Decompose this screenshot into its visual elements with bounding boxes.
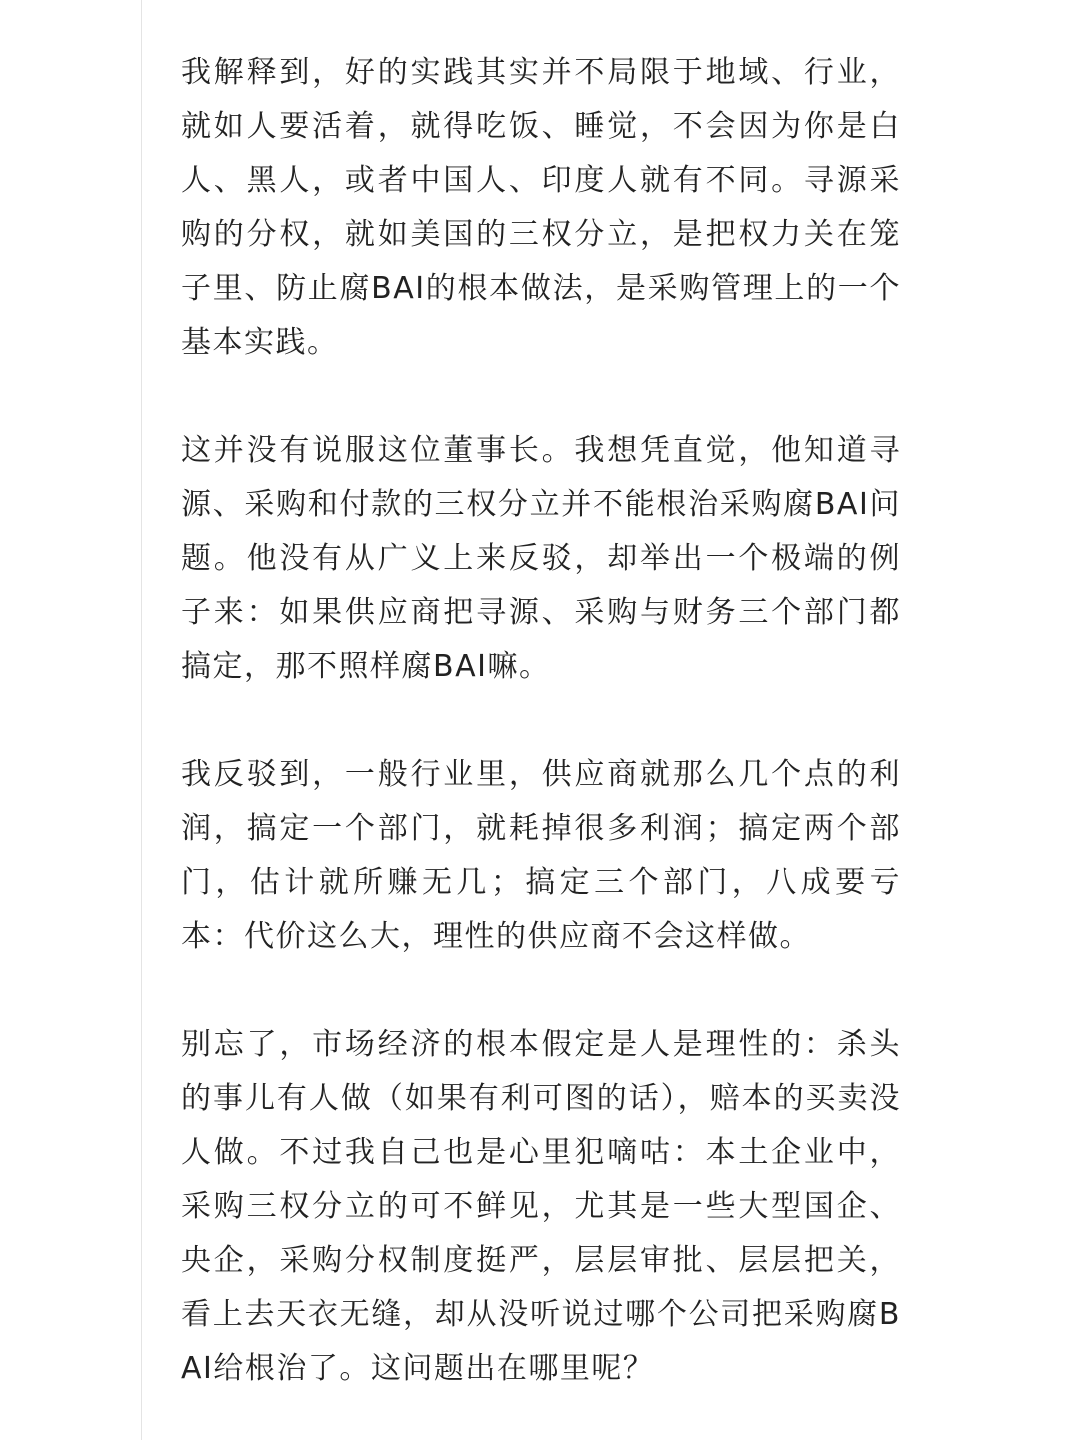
paragraph-1: 我解释到，好的实践其实并不局限于地域、行业，就如人要活着，就得吃饭、睡觉，不会因为你是白人、黑人，或者中国人、印度人就有不同。寻源采购的分权，就如美国的三权分立，是把权力关在笼子里、防止腐BAI的根本做法，是采购管理上的一个基本实践。 <box>181 55 901 360</box>
paragraph-2: 这并没有说服这位董事长。我想凭直觉，他知道寻源、采购和付款的三权分立并不能根治采购腐BAI问题。他没有从广义上来反驳，却举出一个极端的例子来：如果供应商把寻源、采购与财务三个部门都搞定，那不照样腐BAI嘛。 <box>181 433 901 684</box>
paragraph-3: 我反驳到，一般行业里，供应商就那么几个点的利润，搞定一个部门，就耗掉很多利润；搞定两个部门，估计就所赚无几；搞定三个部门，八成要亏本：代价这么大，理性的供应商不会这样做。 <box>181 757 901 954</box>
paragraph-4: 别忘了，市场经济的根本假定是人是理性的：杀头的事儿有人做（如果有利可图的话），赔本的买卖没人做。不过我自己也是心里犯嘀咕：本土企业中，采购三权分立的可不鲜见，尤其是一些大型国企、央企，采购分权制度挺严，层层审批、层层把关，看上去天衣无缝，却从没听说过哪个公司把采购腐BAI给根治了。这问题出在哪里呢？ <box>181 1027 901 1386</box>
left-divider <box>141 0 142 1440</box>
article-body <box>181 46 901 1396</box>
